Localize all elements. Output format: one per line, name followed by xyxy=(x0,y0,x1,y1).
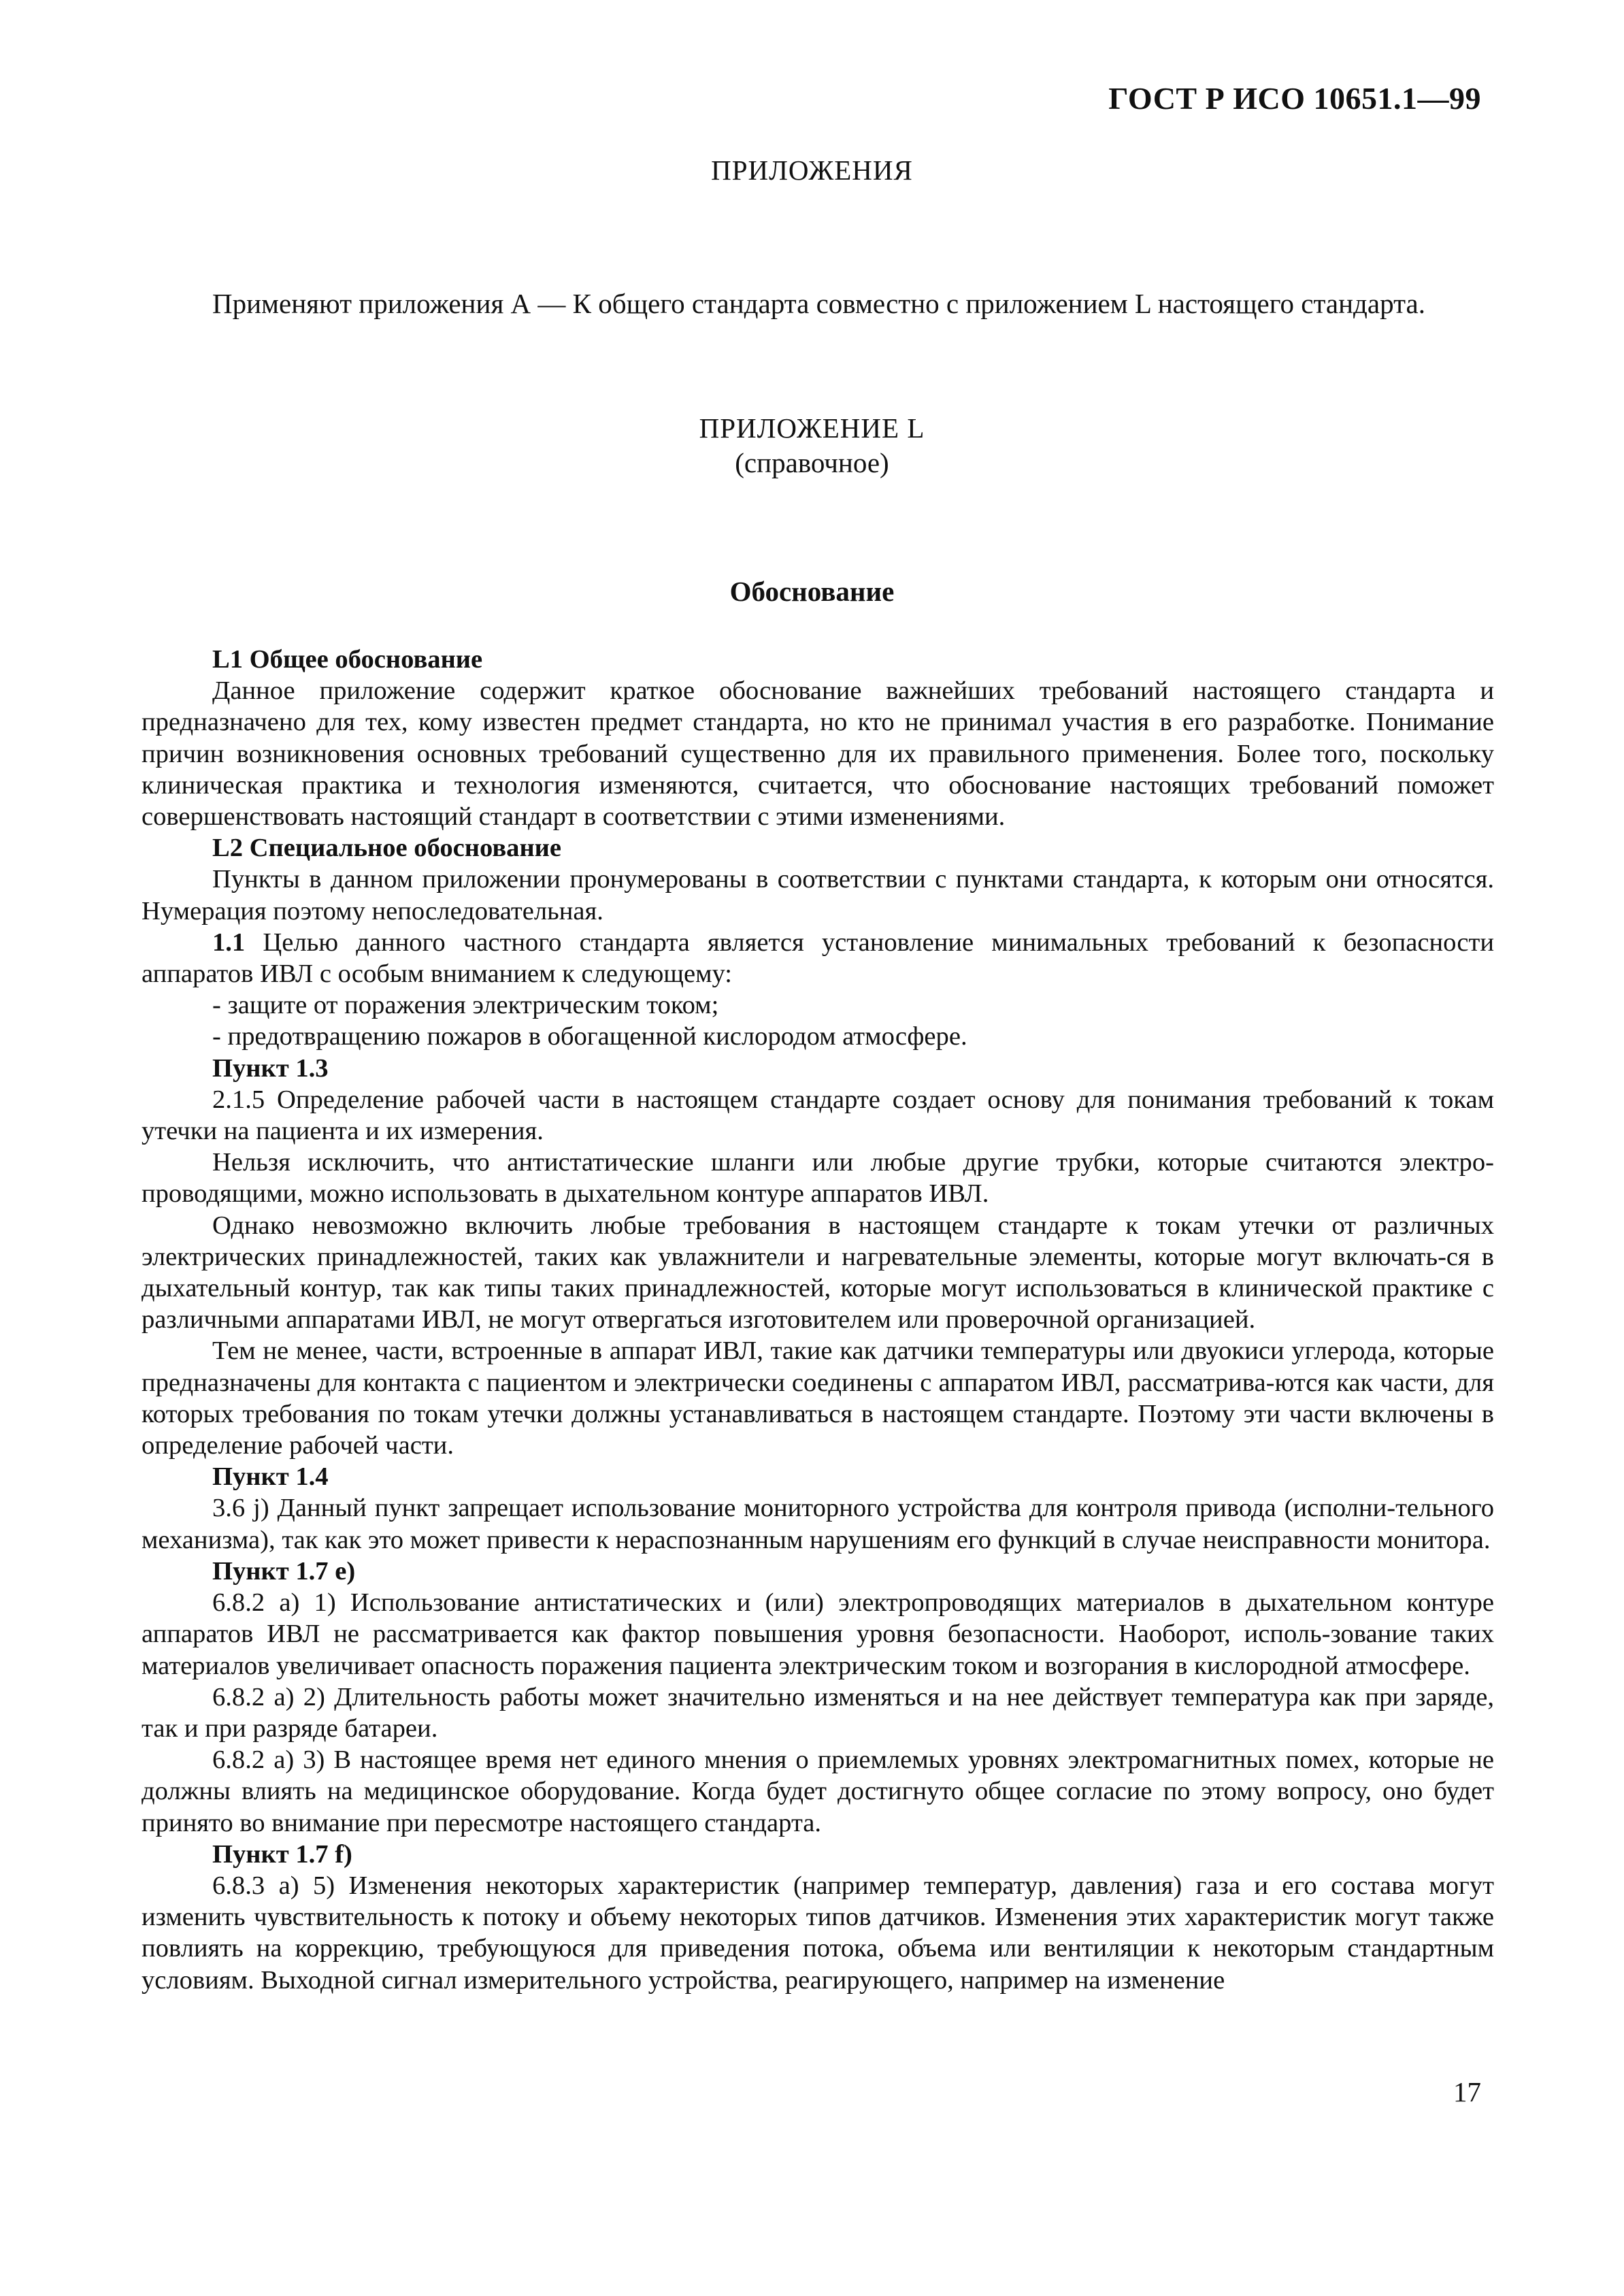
paragraph: Однако невозможно включить любые требования в настоящем стандарте к токам утечки от различных электрических принадлежностей, таких как увлажнители и нагревательные элементы, которые могут включать-ся в дыхательный контур, так как типы таких принадлежностей, которые могут использоваться в клинической практике с различными аппаратами ИВЛ, не могут отвергаться изготовителем или проверочной организацией. xyxy=(142,1211,1494,1334)
clause-1-3-heading: Пункт 1.3 xyxy=(212,1053,329,1083)
l2-heading: L2 Специальное обоснование xyxy=(212,834,562,863)
clause-1-7f-heading: Пункт 1.7 f) xyxy=(212,1839,352,1869)
paragraph: 6.8.2 а) 1) Использование антистатических и (или) электропроводящих материалов в дыхательном контуре аппаратов ИВЛ не рассматривается как фактор повышения уровня безопасности. Наоборот, исполь-зование таких материалов увеличивает опасность поражения пациента электрическим током и возгорания в кислородной атмосфере. xyxy=(142,1588,1494,1680)
paragraph: 3.6 j) Данный пункт запрещает использование мониторного устройства для контроля привода (исполни-тельного механизма), так как это может привести к нераспознанным нарушениям его функций в случае неисправности монитора. xyxy=(142,1494,1494,1554)
page-number: 17 xyxy=(1453,2076,1481,2108)
paragraph: 6.8.3 а) 5) Изменения некоторых характеристик (например температур, давления) газа и его состава могут изменить чувствительность к потоку и объему некоторых типов датчиков. Изменения этих характеристик могут также повлиять на коррекцию, требующуюся для приведения потока, объема или вентиляции к некоторым стандартным условиям. Выходной сигнал измерительного устройства, реагирующего, например на изменение xyxy=(142,1871,1494,1995)
clause-1-7e-heading: Пункт 1.7 е) xyxy=(212,1556,356,1586)
clause-1-1-text: Целью данного частного стандарта является установление минимальных требований к безопасности аппаратов ИВЛ с особым вниманием к следующему: xyxy=(142,928,1494,989)
body-text xyxy=(142,644,1494,1996)
l1-heading: L1 Общее обоснование xyxy=(212,645,483,674)
list-item: - предотвращению пожаров в обогащенной кислородом атмосфере. xyxy=(212,1022,967,1051)
paragraph: Тем не менее, части, встроенные в аппарат ИВЛ, такие как датчики температуры или двуокиси углерода, которые предназначены для контакта с пациентом и электрически соединены с аппаратом ИВЛ, рассматрива-ются как части, для которых требования по токам утечки должны устанавливаться в настоящем стандарте. Поэтому эти части включены в определение рабочей части. xyxy=(142,1336,1494,1460)
paragraph: 6.8.2 а) 3) В настоящее время нет единого мнения о приемлемых уровнях электромагнитных помех, которые не должны влиять на медицинское оборудование. Когда будет достигнуто общее согласие по этому вопросу, оно будет принято во внимание при пересмотре настоящего стандарта. xyxy=(142,1745,1494,1837)
section-title: Обоснование xyxy=(729,576,895,607)
paragraph: Нельзя исключить, что антистатические шланги или любые другие трубки, которые считаются электро-проводящими, можно использовать в дыхательном контуре аппаратов ИВЛ. xyxy=(142,1148,1494,1209)
clause-1-1-number: 1.1 xyxy=(212,928,246,957)
appendix-l-title: ПРИЛОЖЕНИЕ L xyxy=(699,412,925,444)
paragraph: 6.8.2 а) 2) Длительность работы может значительно изменяться и на нее действует температура как при заряде, так и при разряде батареи. xyxy=(142,1682,1494,1743)
appendix-l-subtitle: (справочное) xyxy=(735,447,889,478)
paragraph: 2.1.5 Определение рабочей части в настоящем стандарте создает основу для понимания требований к токам утечки на пациента и их измерения. xyxy=(142,1085,1494,1146)
l2-paragraph: Пункты в данном приложении пронумерованы в соответствии с пунктами стандарта, к которым они относятся. Нумерация поэтому непоследовательная. xyxy=(142,865,1494,925)
appendices-note: Применяют приложения А — К общего стандарта совместно с приложением L настоящего стандарта. xyxy=(212,288,1425,319)
list-item: - защите от поражения электрическим током; xyxy=(212,991,719,1020)
clause-1-1-paragraph xyxy=(142,927,1494,989)
l1-paragraph: Данное приложение содержит краткое обоснование важнейших требований настоящего стандарта и предназначено для тех, кому известен предмет стандарта, но кто не принимал участия в его разработке. Понимание причин возникновения основных требований существенно для их правильного применения. Более того, поскольку клиническая практика и технология изменяются, считается, что обоснование настоящих требований поможет совершенствовать настоящий стандарт в соответствии с этими изменениями. xyxy=(142,676,1494,832)
clause-1-4-heading: Пункт 1.4 xyxy=(212,1462,329,1492)
appendices-title: ПРИЛОЖЕНИЯ xyxy=(711,154,913,186)
standard-code: ГОСТ Р ИСО 10651.1—99 xyxy=(1108,81,1481,116)
